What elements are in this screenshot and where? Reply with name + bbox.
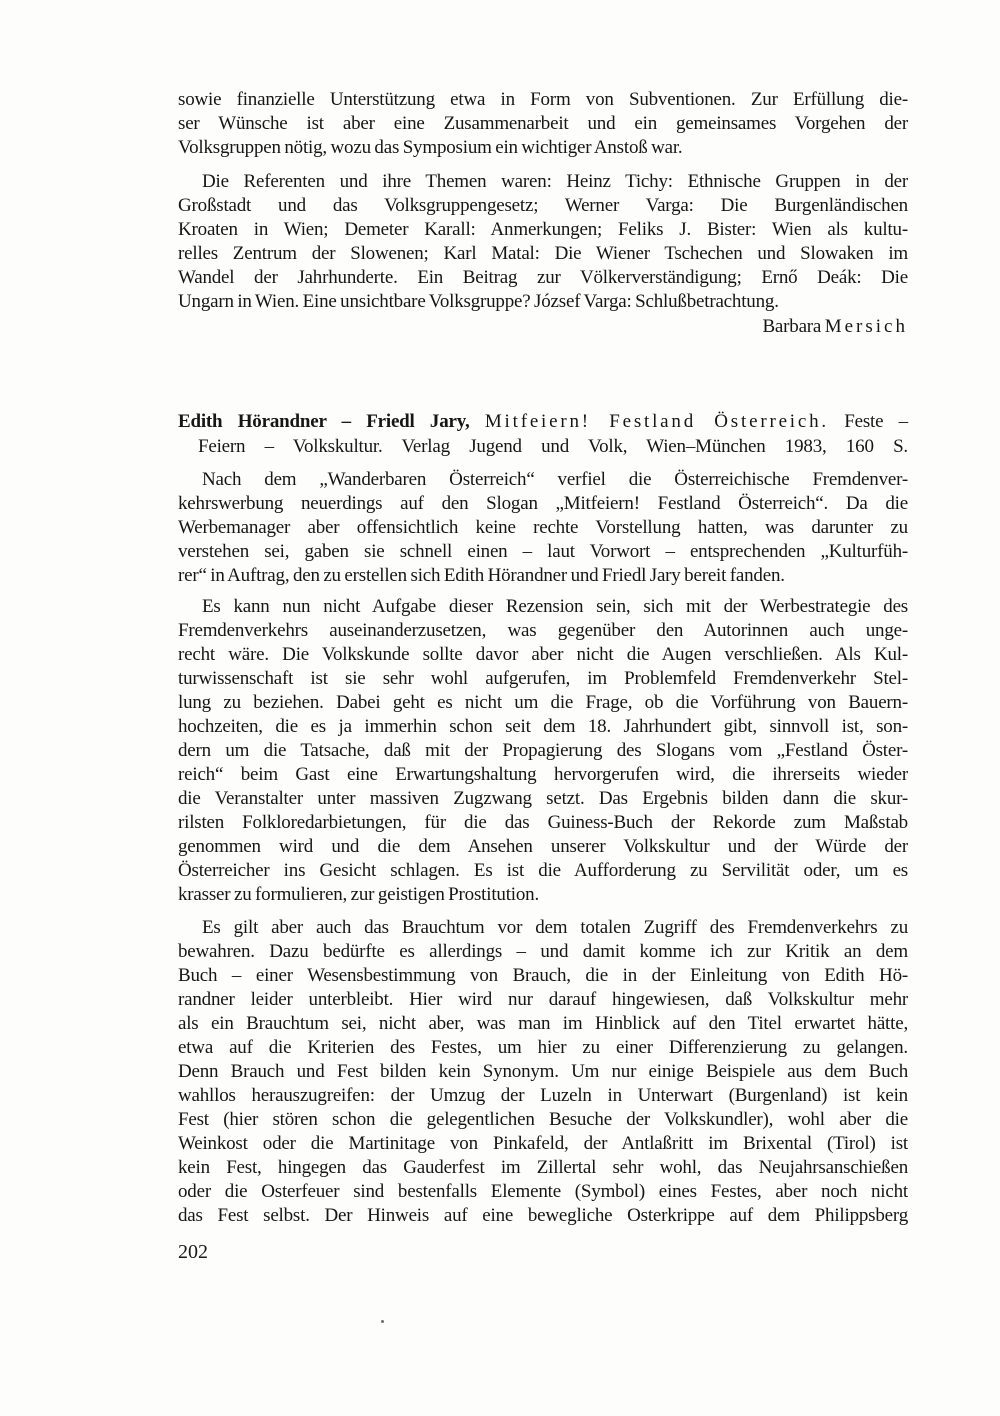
text-line: randner leider unterbleibt. Hier wird nur darauf hingewiesen, daß Volkskultur mehr bbox=[178, 989, 908, 1010]
page-number: 202 bbox=[178, 1241, 208, 1263]
text-line: hochzeiten, die es ja immerhin schon seit dem 18. Jahrhundert gibt, sinnvoll ist, son- bbox=[178, 716, 908, 737]
text-line: verstehen sei, gaben sie schnell einen – laut Vorwort – entsprechenden „Kulturfüh- bbox=[178, 541, 908, 562]
text-line: Es gilt aber auch das Brauchtum vor dem totalen Zugriff des Fremdenverkehrs zu bbox=[202, 917, 908, 938]
text-line: die Veranstalter unter massiven Zugzwang setzt. Das Ergebnis bilden dann die skur- bbox=[178, 788, 908, 809]
text-line: wahllos herauszugreifen: der Umzug der Luzeln in Unterwart (Burgenland) ist kein bbox=[178, 1085, 908, 1106]
text-line: reich“ beim Gast eine Erwartungshaltung hervorgerufen wird, die ihrerseits wieder bbox=[178, 764, 908, 785]
text-line: krasser zu formulieren, zur geistigen Prostitution. bbox=[178, 884, 540, 905]
text-line: genommen wird und die dem Ansehen unserer Volkskultur und der Würde der bbox=[178, 836, 908, 857]
text-line: dern um die Tatsache, daß mit der Propagierung des Slogans vom „Festland Öster- bbox=[178, 740, 908, 761]
text-line: sowie finanzielle Unterstützung etwa in Form von Subventionen. Zur Erfüllung die- bbox=[178, 89, 908, 110]
text-block bbox=[178, 88, 908, 1228]
review-title-spaced: Mitfeiern! Festland Österreich. bbox=[484, 411, 829, 432]
text-line: Großstadt und das Volksgruppengesetz; Werner Varga: Die Burgenländischen bbox=[178, 195, 908, 216]
text-line: Österreicher ins Gesicht schlagen. Es ist die Aufforderung zu Servilität oder, um es bbox=[178, 860, 908, 881]
ink-speck bbox=[381, 1320, 384, 1323]
text-line: Volksgruppen nötig, wozu das Symposium ein wichtiger Anstoß war. bbox=[178, 137, 683, 158]
text-line: Kroaten in Wien; Demeter Karall: Anmerkungen; Feliks J. Bister: Wien als kultu- bbox=[178, 219, 908, 240]
review-heading-line1 bbox=[178, 409, 908, 434]
text-line: das Fest selbst. Der Hinweis auf eine bewegliche Osterkrippe auf dem Philippsberg bbox=[178, 1205, 908, 1226]
report-paragraph-continuation bbox=[178, 88, 908, 160]
text-line: Ungarn in Wien. Eine unsichtbare Volksgruppe? József Varga: Schlußbetrachtung. bbox=[178, 291, 779, 312]
review-heading bbox=[178, 409, 908, 459]
text-line: als ein Brauchtum sei, nicht aber, was man im Hinblick auf den Titel erwartet hätte, bbox=[178, 1013, 908, 1034]
text-line: Buch – einer Wesensbestimmung von Brauch, die in der Einleitung von Edith Hö- bbox=[178, 965, 908, 986]
text-line: turwissenschaft ist sie sehr wohl aufgerufen, im Problemfeld Fremdenverkehr Stel- bbox=[178, 668, 908, 689]
text-line: lung zu beziehen. Dabei geht es nicht um die Frage, ob die Vorführung von Bauern- bbox=[178, 692, 908, 713]
text-line: Nach dem „Wanderbaren Österreich“ verfiel die Österreichische Fremdenver- bbox=[202, 469, 908, 490]
text-line: rer“ in Auftrag, den zu erstellen sich Edith Hörandner und Friedl Jary bereit fanden. bbox=[178, 565, 785, 586]
text-line: rilsten Folkloredarbietungen, für die das Guiness-Buch der Rekorde zum Maßstab bbox=[178, 812, 908, 833]
text-line: oder die Osterfeuer sind bestenfalls Elemente (Symbol) eines Festes, aber noch nicht bbox=[178, 1181, 908, 1202]
text-line: Wandel der Jahrhunderte. Ein Beitrag zur Völkerverständigung; Ernő Deák: Die bbox=[178, 267, 908, 288]
text-line: bewahren. Dazu bedürfte es allerdings – und damit komme ich zur Kritik an dem bbox=[178, 941, 908, 962]
text-line: Die Referenten und ihre Themen waren: Heinz Tichy: Ethnische Gruppen in der bbox=[202, 171, 908, 192]
text-line: Es kann nun nicht Aufgabe dieser Rezension sein, sich mit der Werbestrategie des bbox=[202, 596, 908, 617]
signature-family-name: Mersich bbox=[824, 316, 908, 337]
text-line: etwa auf die Kriterien des Festes, um hier zu einer Differenzierung zu gelangen. bbox=[178, 1037, 908, 1058]
signature-given-name: Barbara bbox=[762, 316, 822, 337]
text-line: Weinkost oder die Martinitage von Pinkafeld, der Antlaßritt im Brixental (Tirol) ist bbox=[178, 1133, 908, 1154]
report-paragraph-referenten bbox=[178, 170, 908, 314]
review-title-tail: Feste – bbox=[844, 411, 908, 432]
review-paragraph-3 bbox=[178, 916, 908, 1228]
review-authors: Edith Hörandner – Friedl Jary, bbox=[178, 411, 470, 432]
text-line: ser Wünsche ist aber eine Zusammenarbeit und ein gemeinsames Vorgehen der bbox=[178, 113, 908, 134]
text-line: kehrswerbung neuerdings auf den Slogan „Mitfeiern! Festland Österreich“. Da die bbox=[178, 493, 908, 514]
review-paragraph-2 bbox=[178, 595, 908, 907]
text-line: Werbemanager aber offensichtlich keine rechte Vorstellung hatten, was darunter zu bbox=[178, 517, 908, 538]
reviewer-signature bbox=[178, 315, 908, 339]
text-line: Fremdenverkehrs auseinanderzusetzen, was gegenüber den Autorinnen auch unge- bbox=[178, 620, 908, 641]
text-line: kein Fest, hingegen das Gauderfest im Zillertal sehr wohl, das Neujahrsanschießen bbox=[178, 1157, 908, 1178]
text-line: Fest (hier stören schon die gelegentlichen Besuche der Volkskundler), wohl aber die bbox=[178, 1109, 908, 1130]
text-line: Denn Brauch und Fest bilden kein Synonym. Um nur einige Beispiele aus dem Buch bbox=[178, 1061, 908, 1082]
review-paragraph-1 bbox=[178, 468, 908, 588]
review-heading-line2: Feiern – Volkskultur. Verlag Jugend und Volk, Wien–München 1983, 160 S. bbox=[198, 436, 908, 457]
text-line: recht wäre. Die Volkskunde sollte davor aber nicht die Augen verschließen. Als Kul- bbox=[178, 644, 908, 665]
text-line: relles Zentrum der Slowenen; Karl Matal: Die Wiener Tschechen und Slowaken im bbox=[178, 243, 908, 264]
